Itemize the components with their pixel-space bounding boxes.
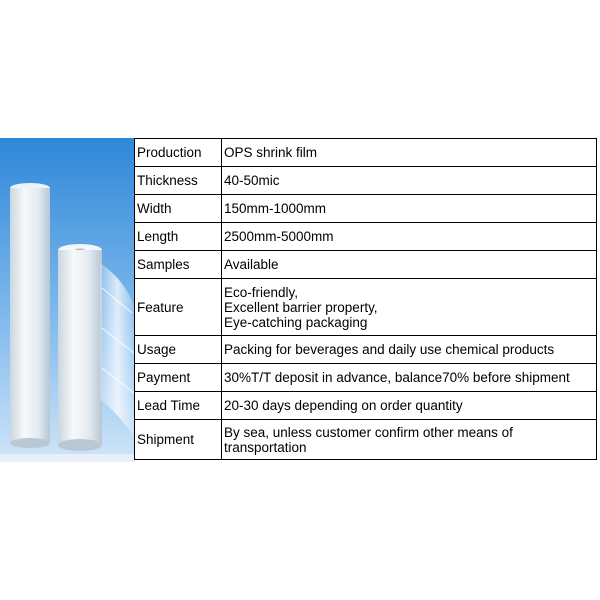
row-value: 30%T/T deposit in advance, balance70% before shipment — [222, 364, 597, 392]
row-value: Packing for beverages and daily use chemical products — [222, 336, 597, 364]
table-row — [135, 167, 597, 195]
row-key: Width — [135, 195, 222, 223]
row-key: Lead Time — [135, 392, 222, 420]
row-key: Length — [135, 223, 222, 251]
row-value: OPS shrink film — [222, 139, 597, 167]
product-photo — [0, 138, 135, 462]
film-rolls-image — [0, 138, 135, 462]
table-row — [135, 251, 597, 279]
row-key: Payment — [135, 364, 222, 392]
row-value: 150mm-1000mm — [222, 195, 597, 223]
table-row — [135, 223, 597, 251]
row-value: 40-50mic — [222, 167, 597, 195]
table-row — [135, 364, 597, 392]
row-key: Samples — [135, 251, 222, 279]
row-value: Eco-friendly, Excellent barrier property, Eye-catching packaging — [222, 279, 597, 336]
row-value: 2500mm-5000mm — [222, 223, 597, 251]
row-key: Shipment — [135, 420, 222, 460]
row-value: By sea, unless customer confirm other means of transportation — [222, 420, 597, 460]
row-value: Available — [222, 251, 597, 279]
table-row — [135, 420, 597, 460]
row-value: 20-30 days depending on order quantity — [222, 392, 597, 420]
row-key: Thickness — [135, 167, 222, 195]
table-row — [135, 195, 597, 223]
table-row — [135, 139, 597, 167]
spec-table — [134, 138, 597, 460]
row-key: Usage — [135, 336, 222, 364]
table-row — [135, 392, 597, 420]
table-row — [135, 336, 597, 364]
row-key: Feature — [135, 279, 222, 336]
table-row — [135, 279, 597, 336]
row-key: Production — [135, 139, 222, 167]
